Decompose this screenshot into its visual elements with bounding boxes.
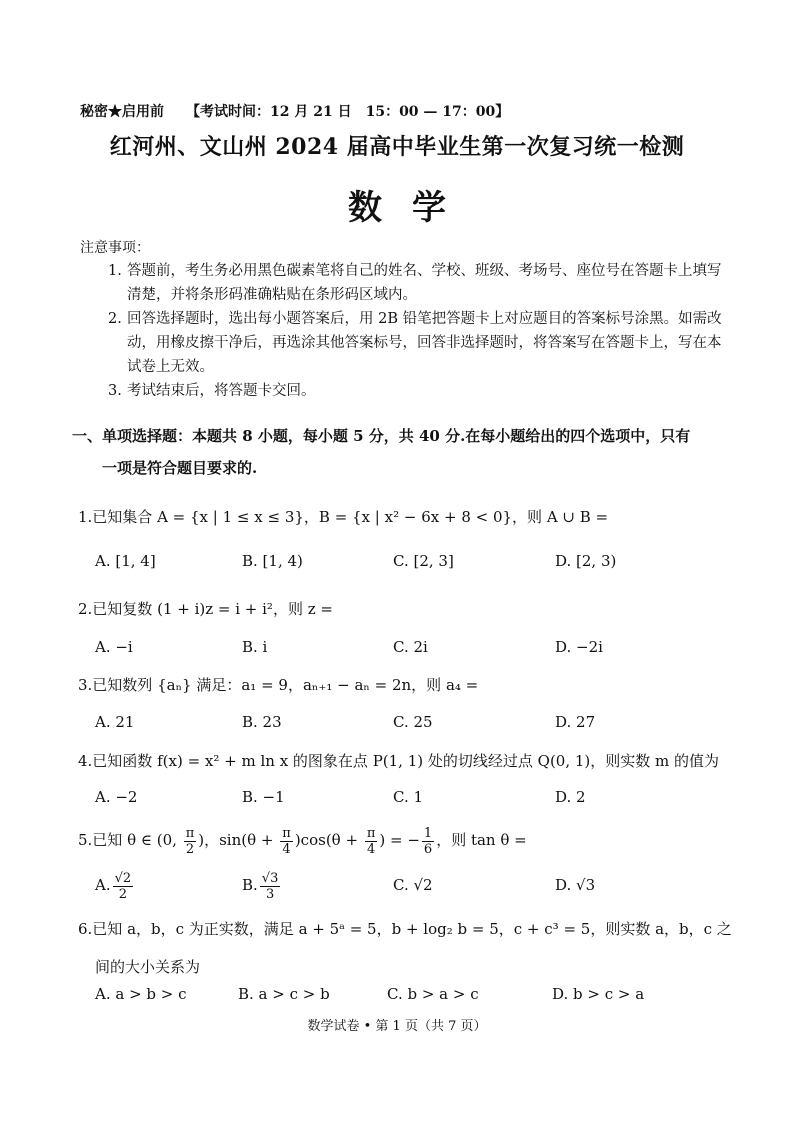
question-6-option-d: D. b > c > a [552, 985, 645, 1003]
q5-close: ) [379, 831, 386, 849]
notice-text: 回答选择题时，选出每小题答案后，用 2B 铅笔把答题卡上对应题目的答案标号涂黑。如需改动，用橡皮擦干净后，再选涂其他答案标号，回答非选择题时，将答案写在答题卡上，写在本试卷上无效。 [127, 311, 722, 375]
question-1-option-c: C. [2, 3] [393, 552, 454, 570]
notice-text: 考试结束后，将答题卡交回。 [127, 383, 316, 399]
question-4-stem: 4.已知函数 f(x) = x² + m ln x 的图象在点 P(1, 1) 处的切线经过点 Q(0, 1)，则实数 m 的值为 [78, 752, 720, 770]
question-1-stem: 1.已知集合 A = {x | 1 ≤ x ≤ 3}，B = {x | x² − 6x + 8 < 0}，则 A ∪ B = [78, 508, 609, 526]
option-b-fraction [260, 871, 281, 902]
question-3-option-d: D. 27 [555, 713, 596, 731]
q5-equals: = − [385, 831, 420, 849]
notice-title: 注意事项： [80, 240, 150, 256]
question-3-option-a: A. 21 [95, 713, 135, 731]
q5-close: ) [198, 831, 205, 849]
section-heading-line1: 一、单项选择题：本题共 8 小题，每小题 5 分，共 40 分.在每小题给出的四个选项中，只有 [72, 427, 691, 445]
option-c-value: √2 [413, 876, 433, 894]
q5-tail: ，则 tan θ = [436, 831, 527, 849]
question-2-stem: 2.已知复数 (1 + i)z = i + i²，则 z = [78, 600, 333, 618]
question-3-option-b: B. 23 [242, 713, 282, 731]
question-4-option-d: D. 2 [555, 788, 586, 806]
question-1-option-d: D. [2, 3) [555, 552, 617, 570]
notice-item [108, 307, 728, 379]
question-1-option-a: A. [1, 4] [95, 552, 156, 570]
option-a-num: √2 [114, 870, 132, 886]
exam-time: 【考试时间：12 月 21 日 15：00 — 17：00】 [186, 104, 510, 120]
question-3-stem: 3.已知数列 {aₙ} 满足：a₁ = 9，aₙ₊₁ − aₙ = 2n，则 a₄ = [78, 676, 479, 694]
option-letter: C. [393, 876, 409, 894]
header-line [80, 101, 509, 121]
q5-denominator: 4 [282, 841, 291, 857]
q5-denominator: 2 [185, 841, 195, 857]
question-1-option-b: B. [1, 4) [242, 552, 303, 570]
q5-fraction-pi-4 [365, 826, 378, 857]
q5-arg: (θ + [325, 831, 363, 849]
q5-numerator: 1 [423, 825, 433, 841]
q5-fraction-pi-2 [184, 826, 197, 857]
question-3-option-c: C. 25 [393, 713, 433, 731]
page-footer: 数学试卷 • 第 1 页（共 7 页） [307, 1019, 487, 1034]
q5-cos: cos [300, 831, 326, 849]
question-5-option-a [95, 865, 135, 905]
option-letter: A. [95, 876, 111, 894]
subject-title: 数学 [348, 188, 476, 228]
question-4-option-a: A. −2 [95, 788, 138, 806]
notice-text: 答题前，考生务必用黑色碳素笔将自己的姓名、学校、班级、考场号、座位号在答题卡上填写清楚，并将条形码准确粘贴在条形码区域内。 [127, 263, 722, 303]
q5-sin: ，sin [204, 831, 242, 849]
question-6-stem-line2: 间的大小关系为 [95, 958, 201, 976]
option-a-den: 2 [118, 886, 128, 902]
option-letter: D. [555, 876, 572, 894]
q5-numerator: π [366, 825, 376, 841]
secret-label: 秘密★启用前 [80, 104, 164, 120]
q5-denominator: 6 [423, 841, 433, 857]
question-6-option-b: B. a > c > b [238, 985, 330, 1003]
question-5-option-d [555, 865, 595, 905]
notice-number: 1. [108, 263, 122, 279]
q5-interval: (0, [156, 831, 182, 849]
question-5-option-c [393, 865, 433, 905]
q5-text: 5.已知 θ ∈ [78, 831, 157, 849]
question-5-option-b [242, 865, 282, 905]
option-letter: B. [242, 876, 258, 894]
q5-arg: (θ + [241, 831, 279, 849]
question-4-option-b: B. −1 [242, 788, 285, 806]
q5-denominator: 4 [366, 841, 376, 857]
section-heading-line2: 一项是符合题目要求的. [102, 459, 258, 477]
question-6-option-a: A. a > b > c [95, 985, 187, 1003]
question-2-option-b: B. i [242, 638, 268, 656]
question-2-option-c: C. 2i [393, 638, 428, 656]
q5-fraction-1-6 [422, 826, 434, 857]
question-4-option-c: C. 1 [393, 788, 424, 806]
option-b-den: 3 [265, 886, 275, 902]
section-heading [72, 420, 732, 484]
notice-item [108, 379, 728, 403]
q5-numerator: π [185, 825, 195, 841]
notice-number: 3. [108, 383, 122, 399]
question-6-option-c: C. b > a > c [387, 985, 479, 1003]
question-2-option-d: D. −2i [555, 638, 603, 656]
exam-title: 红河州、文山州 2024 届高中毕业生第一次复习统一检测 [109, 134, 685, 160]
option-a-fraction [113, 871, 134, 902]
question-6-stem: 6.已知 a，b，c 为正实数，满足 a + 5ᵃ = 5，b + log₂ b = 5，c + c³ = 5，则实数 a，b，c 之 [78, 920, 732, 938]
notice-number: 2. [108, 311, 122, 327]
question-2-option-a: A. −i [95, 638, 133, 656]
q5-fraction-pi-4 [280, 826, 293, 857]
option-b-num: √3 [261, 870, 279, 886]
question-5-stem [78, 820, 728, 860]
q5-close: ) [294, 831, 301, 849]
option-d-value: √3 [576, 876, 596, 894]
q5-numerator: π [282, 825, 291, 841]
notice-item [108, 259, 728, 307]
